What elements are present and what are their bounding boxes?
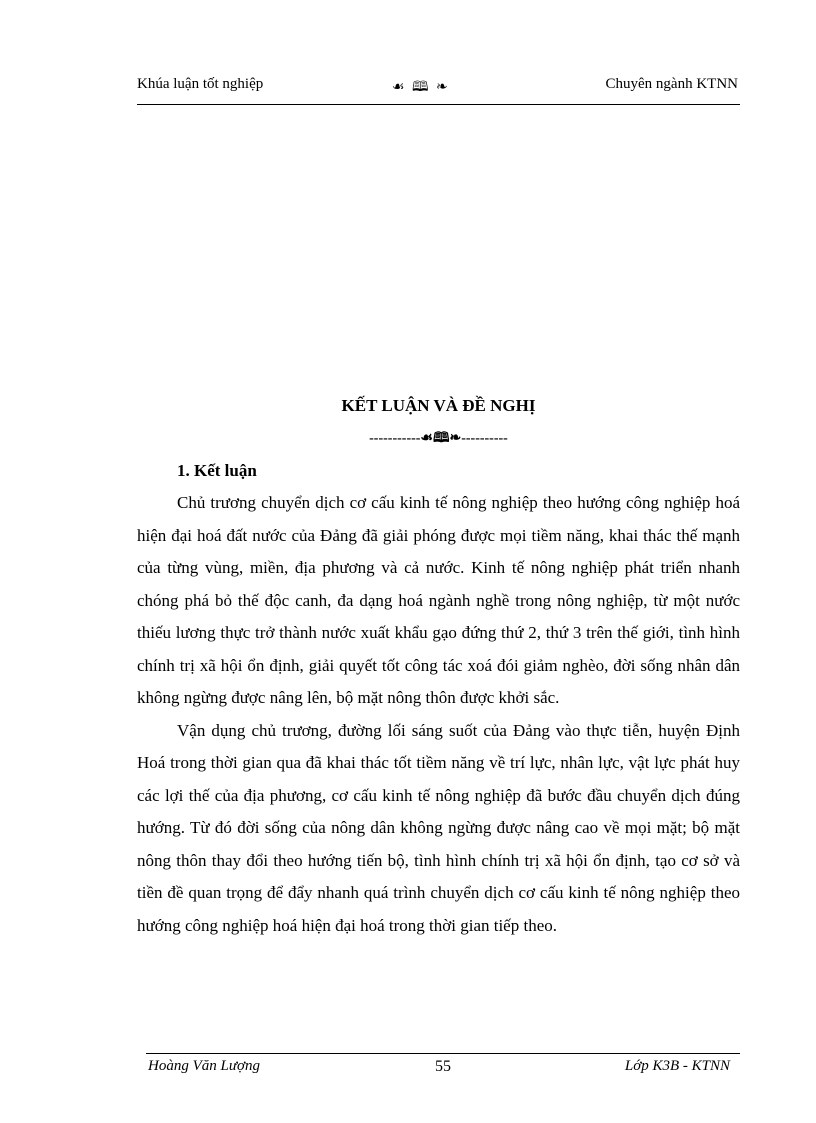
body-text bbox=[137, 487, 740, 942]
page-footer bbox=[146, 1058, 740, 1080]
header-thesis-label: Khúa luận tốt nghiệp bbox=[137, 76, 264, 92]
paragraph-2: Vận dụng chủ trương, đường lối sáng suốt của Đảng vào thực tiễn, huyện Định Hoá trong thời gian qua đã khai thác tốt tiềm năng về trí lực, nhân lực, vật lực phát huy các lợi thế của địa phương, cơ cấu kinh tế nông nghiệp đã bước đầu chuyển dịch đúng hướng. Từ đó đời sống của nông dân không ngừng được nâng cao về mọi mặt; bộ mặt nông thôn thay đổi theo hướng tiến bộ, tình hình chính trị xã hội ổn định, tạo cơ sở và tiền đề quan trọng để đẩy nhanh quá trình chuyển dịch cơ cấu kinh tế nông nghiệp theo hướng công nghiệp hoá hiện đại hoá trong thời gian tiếp theo. bbox=[137, 720, 740, 935]
header-divider bbox=[137, 104, 740, 105]
footer-divider bbox=[146, 1053, 740, 1054]
footer-class: Lớp K3B - KTNN bbox=[624, 1058, 730, 1074]
page-header bbox=[137, 76, 740, 98]
section-heading: 1. Kết luận bbox=[177, 461, 257, 480]
page-number: 55 bbox=[435, 1058, 451, 1075]
title-ornament-divider: -----------☙🕮❧---------- bbox=[369, 431, 508, 446]
footer-author: Hoàng Văn Lượng bbox=[148, 1058, 261, 1074]
chapter-title: KẾT LUẬN VÀ ĐỀ NGHỊ bbox=[341, 396, 536, 415]
header-major-label: Chuyên ngành KTNN bbox=[605, 76, 738, 92]
paragraph-1: Chủ trương chuyển dịch cơ cấu kinh tế nông nghiệp theo hướng công nghiệp hoá hiện đại hoá đất nước của Đảng đã giải phóng được mọi tiềm năng, khai thác thế mạnh của từng vùng, miền, địa phương và cả nước. Kinh tế nông nghiệp phát triển nhanh chóng phá bỏ thế độc canh, đa dạng hoá ngành nghề trong nông nghiệp, từ một nước thiếu lương thực trở thành nước xuất khẩu gạo đứng thứ 2, thứ 3 trên thế giới, tình hình chính trị xã hội ổn định, giải quyết tốt công tác xoá đói giảm nghèo, đời sống nhân dân không ngừng được nâng lên, bộ mặt nông thôn được khởi sắc. bbox=[137, 493, 740, 707]
header-book-ornament-icon: ☙ 🕮 ❧ bbox=[392, 80, 450, 95]
